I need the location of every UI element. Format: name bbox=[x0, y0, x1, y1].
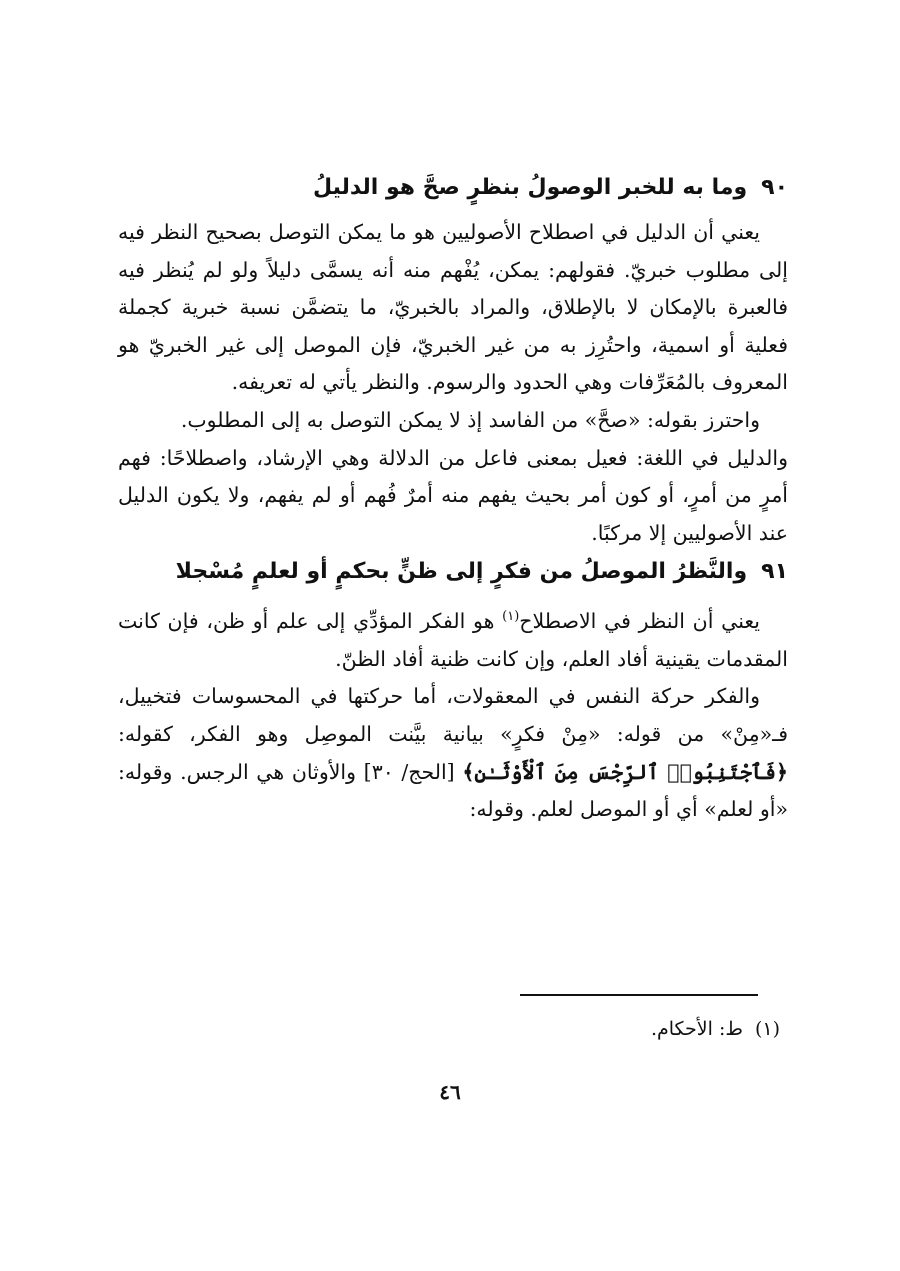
verse-91 bbox=[118, 552, 788, 598]
footnote bbox=[651, 1018, 780, 1040]
verse-text: وما به للخبر الوصولُ بنظرٍ صحَّ هو الدليلُ bbox=[312, 175, 748, 200]
verse-text: والنَّظرُ الموصلُ من فكرٍ إلى ظنٍّ بحكمٍ أو لعلمٍ مُسْجلا bbox=[175, 559, 748, 585]
footnote-ref: (١) bbox=[502, 609, 520, 625]
paragraph: واحترز بقوله: «صحَّ» من الفاسد إذ لا يمكن التوصل به إلى المطلوب. bbox=[180, 407, 760, 432]
paragraph-text: يعني أن النظر في الاصطلاح bbox=[519, 609, 760, 634]
paragraph-text: والفكر حركة النفس في المعقولات، أما حركتها في المحسوسات فتخييل، فـ«مِنْ» من قوله: «مِنْ فكرٍ» بيانية بيَّنت الموصِل وهو الفكر، كقوله: bbox=[118, 684, 788, 746]
paragraph bbox=[118, 598, 788, 678]
citation: [الحج/ ٣٠] bbox=[356, 759, 463, 784]
paragraph: والدليل في اللغة: فعيل بمعنى فاعل من الدلالة وهي الإرشاد، واصطلاحًا: فهم أمرٍ من أمرٍ، أو كون أمر بحيث يفهم منه أمرٌ فُهم أو لم يفهم، ولا يكون الدليل عند الأصوليين إلا مركبًا. bbox=[118, 445, 788, 545]
verse-90 bbox=[118, 168, 788, 214]
footnote-divider bbox=[520, 994, 758, 996]
page-number: ٤٦ bbox=[439, 1080, 461, 1104]
verse-number: ٩١ bbox=[761, 559, 788, 585]
footnote-text: ط: الأحكام. bbox=[650, 1018, 743, 1040]
page-body bbox=[118, 168, 788, 829]
paragraph bbox=[118, 678, 788, 828]
paragraph: يعني أن الدليل في اصطلاح الأصوليين هو ما يمكن التوصل بصحيح النظر فيه إلى مطلوب خبريّ. فقولهم: يمكن، يُفْهم منه أنه يسمَّى دليلاً ولو لم يُنظر فيه فالعبرة بالإمكان لا بالإطلاق، والمراد بالخبريّ، ما يتضمَّن نسبة خبرية كجملة فعلية أو اسمية، واحتُرِز به من غير الخبريّ، فإن الموصل إلى غير الخبريّ هو المعروف بالمُعَرِّفات وهي الحدود والرسوم. والنظر يأتي له تعريفه. bbox=[118, 220, 788, 395]
verse-number: ٩٠ bbox=[761, 175, 788, 200]
paragraph-text: والأوثان هي الرجس. وقوله: «أو لعلم» أي أو الموصل لعلم. وقوله: bbox=[118, 759, 788, 822]
paragraph-text: هو الفكر المؤدِّي إلى علم أو ظن، فإن كانت المقدمات يقينية أفاد العلم، وإن كانت ظنية أفاد الظنّ. bbox=[118, 609, 788, 671]
footnote-number: (١) bbox=[754, 1018, 780, 1040]
quran-quote: ﴿فَٱجْتَنِبُوا۟ ٱلرِّجْسَ مِنَ ٱلْأَوْثَـٰنِ﴾ bbox=[462, 759, 788, 784]
